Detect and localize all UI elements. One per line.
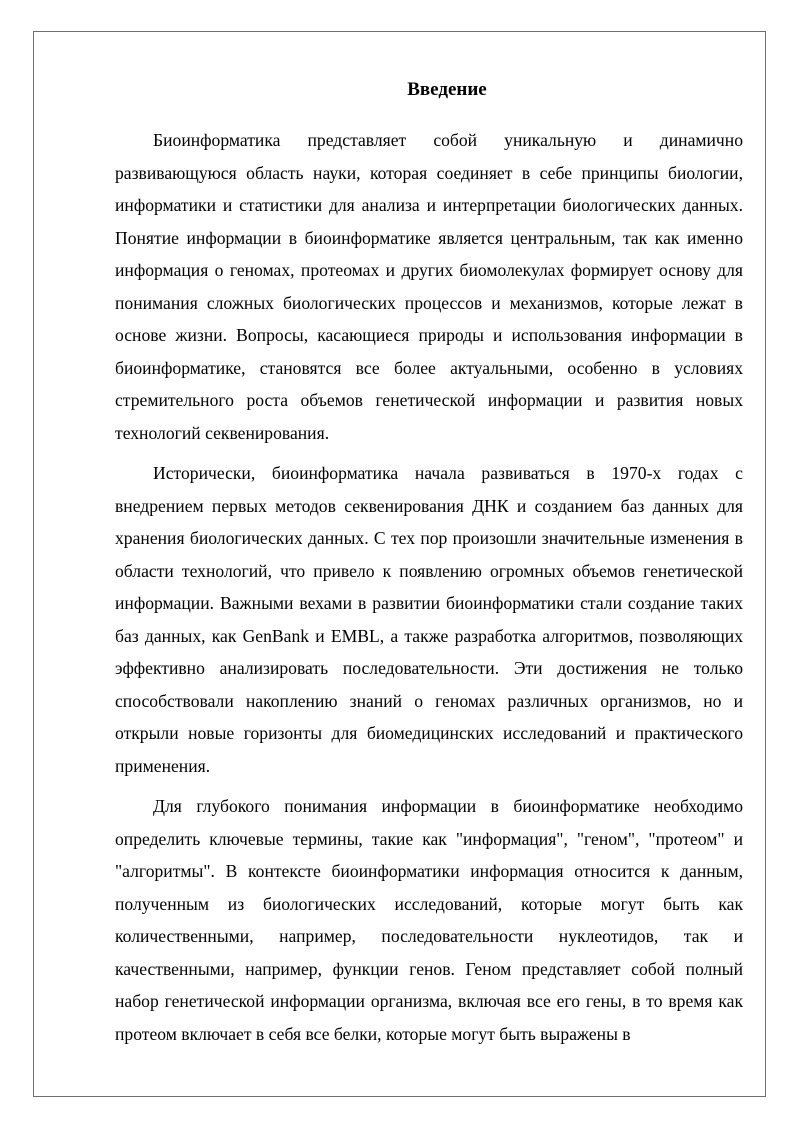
page-title: Введение: [407, 79, 487, 100]
page-content: [115, 76, 743, 1058]
document-page: [33, 31, 766, 1097]
paragraph-3: Для глубокого понимания информации в биоинформатике необходимо определить ключевые термины, такие как "информация", "геном", "протеом" и "алгоритмы". В контексте биоинформатики информация относится к данным, полученным из биологических исследований, которые могут быть как количественными, например, последовательности нуклеотидов, так и качественными, например, функции генов. Геном представляет собой полный набор генетической информации организма, включая все его гены, в то время как протеом включает в себя все белки, которые могут быть выражены в: [115, 796, 743, 1044]
paragraph-2: Исторически, биоинформатика начала развиваться в 1970-х годах с внедрением первых методов секвенирования ДНК и созданием баз данных для хранения биологических данных. С тех пор произошли значительные изменения в области технологий, что привело к появлению огромных объемов генетической информации. Важными вехами в развитии биоинформатики стали создание таких баз данных, как GenBank и EMBL, а также разработка алгоритмов, позволяющих эффективно анализировать последовательности. Эти достижения не только способствовали накоплению знаний о геномах различных организмов, но и открыли новые горизонты для биомедицинских исследований и практического применения.: [115, 463, 743, 776]
paragraph-1: Биоинформатика представляет собой уникальную и динамично развивающуюся область науки, которая соединяет в себе принципы биологии, информатики и статистики для анализа и интерпретации биологических данных. Понятие информации в биоинформатике является центральным, так как именно информация о геномах, протеомах и других биомолекулах формирует основу для понимания сложных биологических процессов и механизмов, которые лежат в основе жизни. Вопросы, касающиеся природы и использования информации в биоинформатике, становятся все более актуальными, особенно в условиях стремительного роста объемов генетической информации и развития новых технологий секвенирования.: [115, 130, 743, 443]
body-text: [115, 124, 743, 1050]
